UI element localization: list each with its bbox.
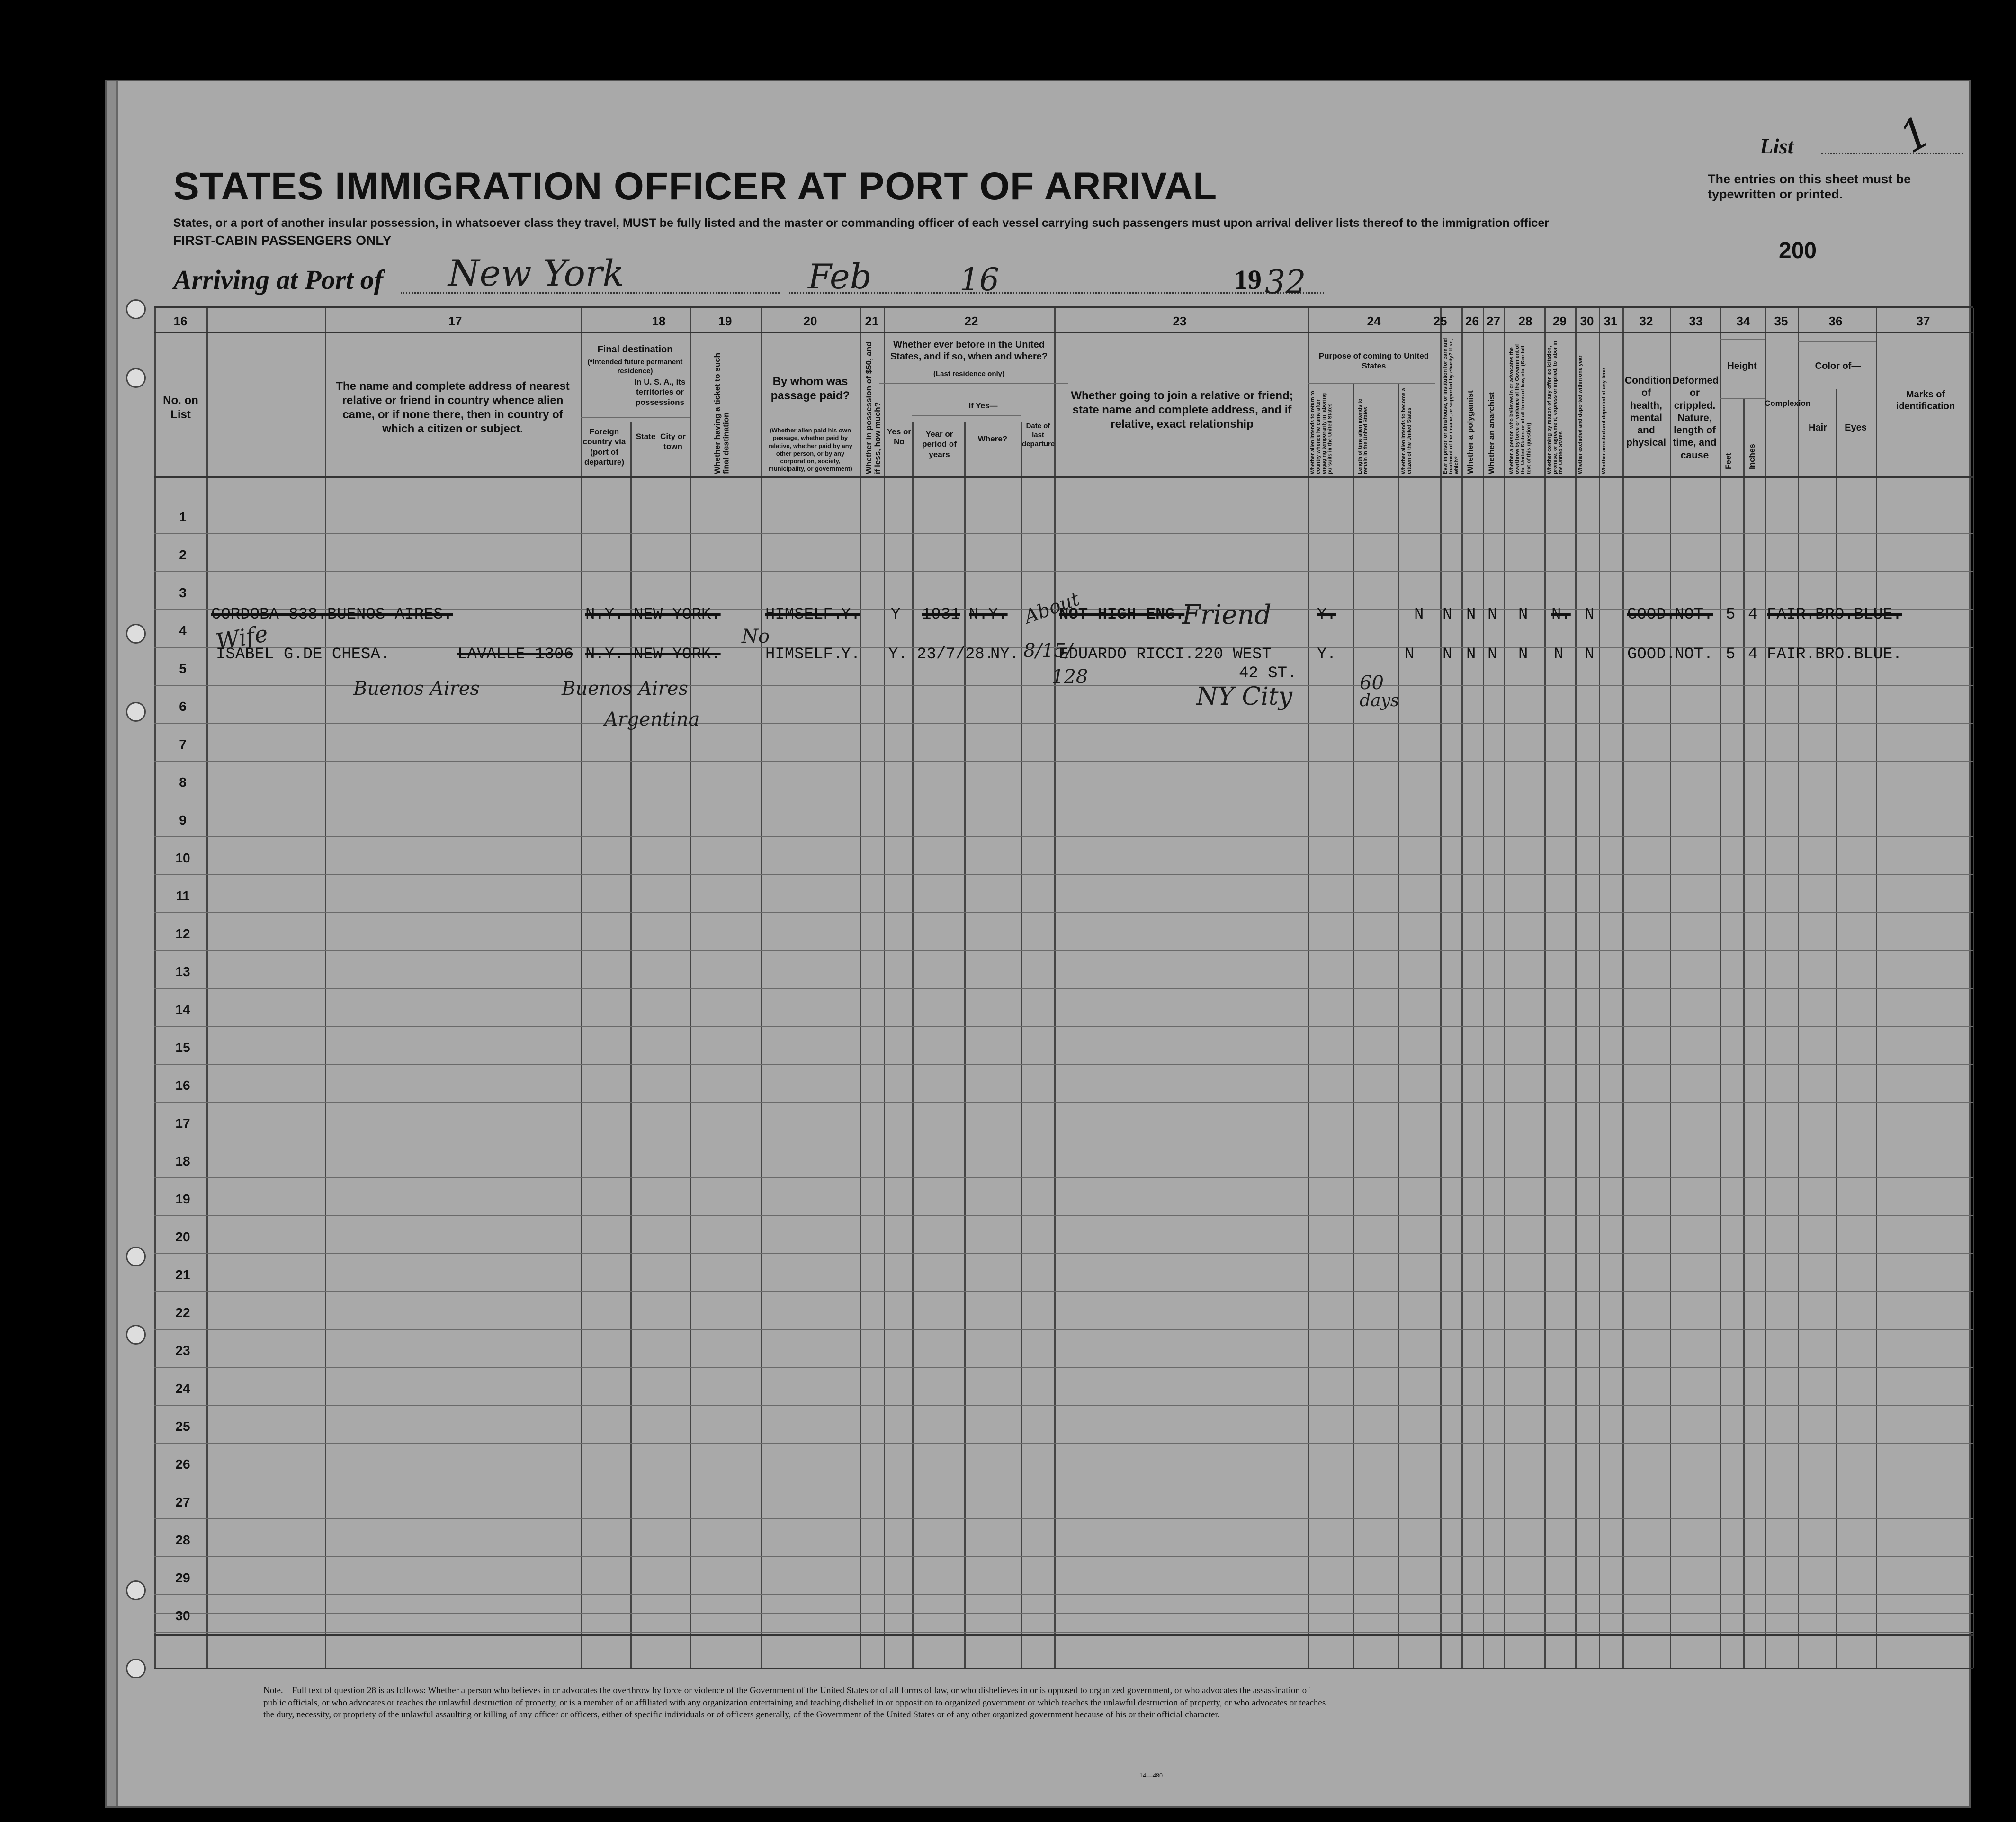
r1-destination: N.Y. NEW YORK.	[585, 606, 721, 624]
row-number: 29	[175, 1571, 190, 1585]
header-question-28: Whether a person who believes in or advocates the overthrow by force or violence of the Government of the United States or of all forms of law, etc. (See full text of this question)	[1509, 344, 1532, 474]
r1-year: 1931	[922, 606, 960, 624]
row-number: 5	[179, 661, 187, 676]
row-number: 23	[175, 1343, 190, 1358]
r2-join-handwritten: NY City	[1196, 682, 1293, 711]
row-number: 7	[179, 737, 187, 752]
day-handwritten: 16	[959, 261, 999, 298]
r1-c29: N.	[1551, 606, 1571, 624]
r2-inches: 4	[1748, 646, 1758, 664]
r2-ticket: Y.	[841, 646, 860, 664]
port-handwritten: New York	[448, 252, 625, 294]
row-number: 30	[175, 1608, 190, 1623]
col-number-17: 17	[448, 314, 462, 328]
row-line	[154, 1632, 1973, 1633]
row-number: 12	[175, 926, 190, 941]
binding-hole	[126, 1325, 146, 1345]
r2-wife-handwritten: Wife	[214, 620, 270, 656]
col-number-25: 25	[1433, 314, 1447, 328]
row-line	[154, 1405, 1973, 1406]
row-number: 21	[175, 1267, 190, 1282]
r2-appearance: FAIR.BRO.BLUE.	[1767, 646, 1902, 664]
row-number: 9	[179, 813, 187, 827]
header-nearest-relative: The name and complete address of nearest relative or friend in country whence alien came, or if none there, then in country of which a citizen or subject.	[336, 380, 570, 435]
r2-c28: N	[1518, 646, 1528, 664]
col-number-22: 22	[964, 314, 978, 328]
r2-address: ISABEL G.DE CHESA.	[216, 646, 390, 664]
col-number-33: 33	[1689, 314, 1703, 328]
binding-hole	[126, 1659, 146, 1678]
row-line	[154, 571, 1973, 572]
col-number-34: 34	[1736, 314, 1750, 328]
row-number: 4	[179, 623, 187, 638]
row-line	[154, 836, 1973, 837]
header-ever-before-sub: (Last residence only)	[933, 370, 1005, 378]
row-line	[154, 950, 1973, 951]
header-join-relative: Whether going to join a relative or friend; state name and complete address, and if relative, exact relationship	[1071, 389, 1293, 431]
row-line	[154, 912, 1973, 913]
r2-date-handwritten: 8/15/	[1023, 640, 1073, 662]
year-prefix: 19	[1234, 264, 1262, 295]
row-line	[154, 723, 1973, 724]
row-line	[154, 874, 1973, 875]
col-number-32: 32	[1639, 314, 1653, 328]
header-year-period: Year or period of years	[922, 430, 957, 459]
row-line	[154, 1594, 1973, 1595]
row-line	[154, 1556, 1973, 1557]
r2-date-handwritten-2: 128	[1052, 666, 1088, 688]
header-passage-paid-sub: (Whether alien paid his own passage, whether paid by relative, whether paid by any other person, or by any corporation, society, municipality, or government)	[768, 427, 852, 473]
col-number-27: 27	[1487, 314, 1500, 328]
r2-address-struck: LAVALLE 1306	[457, 646, 573, 664]
row-line	[154, 1253, 1973, 1254]
header-final-destination-sub: (*Intended future permanent residence)	[587, 358, 683, 375]
binding-hole	[126, 299, 146, 319]
page-title: STATES IMMIGRATION OFFICER AT PORT OF ARRIVAL	[173, 165, 1218, 208]
col-number-29: 29	[1553, 314, 1567, 328]
r2-purpose: Y.	[1317, 646, 1336, 664]
passenger-class-line: FIRST-CABIN PASSENGERS ONLY	[173, 233, 392, 248]
header-yes-no: Yes or No	[887, 427, 912, 447]
header-complexion: Complexion	[1765, 399, 1811, 408]
arriving-label: Arriving at Port of	[173, 264, 384, 295]
header-if-yes: If Yes—	[968, 401, 998, 410]
header-purpose-return: Whether alien intends to return to country whence he came after engaging temporarily in laboring pursuits in the United States	[1310, 390, 1333, 474]
r2-paid: HIMSELF.	[765, 646, 843, 664]
row-number: 28	[175, 1533, 190, 1547]
row-number: 17	[175, 1116, 190, 1131]
row-line	[154, 533, 1973, 534]
header-city: City or town	[660, 432, 686, 451]
form-number: 14—480	[1139, 1772, 1163, 1779]
row-number: 16	[175, 1078, 190, 1093]
r1-inches: 4	[1748, 606, 1758, 624]
header-ticket: Whether having a ticket to such final destination	[713, 353, 731, 474]
r2-join: EDUARDO RICCI.220 WEST	[1059, 646, 1272, 664]
binding-hole	[126, 1580, 146, 1600]
header-arrested: Whether arrested and deported at any time	[1601, 368, 1607, 474]
row-line	[154, 1215, 1973, 1216]
r1-ticket: Y.	[841, 606, 860, 624]
header-excluded: Whether excluded and deported within one year	[1577, 355, 1583, 474]
manifest-sheet	[105, 80, 1971, 1808]
header-color-of: Color of—	[1815, 361, 1861, 371]
row-line	[154, 1518, 1973, 1519]
row-number: 10	[175, 851, 190, 865]
list-number-handwritten: 1	[1891, 106, 1940, 163]
col-number-35: 35	[1774, 314, 1788, 328]
header-ever-before: Whether ever before in the United States, and if so, when and where?	[890, 340, 1048, 362]
row-number: 22	[175, 1305, 190, 1320]
col-number-23: 23	[1173, 314, 1187, 328]
header-purpose-length: Length of time alien intends to remain in the United States	[1357, 398, 1369, 474]
col-number-18: 18	[652, 314, 666, 328]
binding-hole	[126, 1247, 146, 1266]
row-number: 14	[175, 1002, 190, 1017]
binding-hole	[126, 368, 146, 388]
r1-c26: N	[1466, 606, 1476, 624]
header-inches: Inches	[1747, 444, 1756, 469]
header-labor-offer: Whether coming by reason of any offer, solicitation, promise, or agreement, express or implied, to labor in the United States	[1547, 341, 1564, 474]
r1-paid: HIMSELF.	[765, 606, 843, 624]
r1-date-handwritten: About	[1021, 588, 1083, 628]
r2-c24c: N	[1405, 646, 1415, 664]
r2-c29: N	[1554, 646, 1564, 664]
r2-c27: N	[1487, 646, 1497, 664]
row-number: 26	[175, 1457, 190, 1472]
r2-c25: N	[1443, 646, 1452, 664]
r1-c28: N	[1518, 606, 1528, 624]
r2-health: GOOD.	[1627, 646, 1676, 664]
header-anarchist: Whether an anarchist	[1487, 392, 1496, 474]
header-eyes: Eyes	[1845, 422, 1867, 433]
row-line	[154, 761, 1973, 762]
r2-c30: N	[1585, 646, 1595, 664]
col-number-31: 31	[1604, 314, 1618, 328]
r3-handwritten-c: Argentina	[604, 709, 700, 730]
row-number: 2	[179, 547, 187, 562]
row-number: 6	[179, 699, 187, 714]
row-line	[154, 1443, 1973, 1444]
header-health: Condition of health, mental and physical	[1625, 375, 1671, 449]
row-number: 25	[175, 1419, 190, 1434]
header-hair: Hair	[1809, 422, 1827, 433]
sheet-fold	[107, 81, 118, 1806]
r2-feet: 5	[1726, 646, 1736, 664]
r1-c25: N	[1443, 606, 1452, 624]
row-number: 24	[175, 1381, 190, 1396]
r1-c27: N	[1487, 606, 1497, 624]
col-number-24: 24	[1367, 314, 1381, 328]
row-line	[154, 1177, 1973, 1178]
r2-join-2: 42 ST.	[1239, 664, 1297, 682]
row-number: 20	[175, 1230, 190, 1244]
r1-appearance: FAIR.BRO.BLUE.	[1767, 606, 1902, 624]
row-line	[154, 1367, 1973, 1368]
row-number: 15	[175, 1040, 190, 1055]
r2-c26: N	[1466, 646, 1476, 664]
header-state: State	[636, 432, 656, 441]
question-28-note: Note.—Full text of question 28 is as follows: Whether a person who believes in or advocates the overthrow by force or violence of the Government of the United States or of all forms of law, or who disbelieves in or is opposed to organized government, or who advocates the assassination of public officials, or who advocates or teaches the unlawful destruction of property, or is a member of or affiliated with any organization entertaining and teaching disbelief in or opposition to organized government or which teaches the unlawful destruction of property, or who advocates or teaches the duty, necessity, or propriety of the unlawful assaulting or killing of any officer or officers, either of specific individuals or of officers generally, of the Government of the United States or of any other organized government because of his or their official character.	[263, 1686, 1326, 1720]
row-line	[154, 988, 1973, 989]
col-number-30: 30	[1580, 314, 1594, 328]
r3-handwritten-a: Buenos Aires	[353, 678, 480, 700]
row-number: 8	[179, 775, 187, 790]
row-line	[154, 1026, 1973, 1027]
col-number-19: 19	[718, 314, 732, 328]
header-subtitle: States, or a port of another insular possession, in whatsoever class they travel, MUST be fully listed and the master or commanding officer of each vessel carrying such passengers must upon arrival deliver lists thereof to the immigration officer	[173, 216, 1549, 230]
header-deformed: Deformed or crippled. Nature, length of time, and cause	[1672, 375, 1719, 461]
header-passage-paid: By whom was passage paid?	[771, 375, 850, 402]
r2-days-handwritten: 60	[1360, 672, 1384, 694]
r1-where: N.Y.	[969, 606, 1008, 624]
binding-hole	[126, 624, 146, 644]
r1-join-handwritten: Friend	[1182, 600, 1272, 630]
header-marks: Marks of identification	[1896, 389, 1955, 412]
col-number-20: 20	[803, 314, 817, 328]
row-number: 13	[175, 964, 190, 979]
list-label: List	[1760, 134, 1794, 158]
header-feet: Feet	[1724, 453, 1733, 469]
r1-money: Y	[891, 606, 901, 624]
header-fifty-dollars: Whether in possession of $50, and if less, how much?	[864, 341, 882, 474]
r3-handwritten-b: Buenos Aires	[562, 678, 688, 700]
header-no-on-list: No. on List	[163, 394, 198, 421]
col-number-26: 26	[1465, 314, 1479, 328]
row-number: 18	[175, 1154, 190, 1168]
col-number-37: 37	[1916, 314, 1930, 328]
header-polygamist: Whether a polygamist	[1466, 390, 1475, 474]
r2-money: Y.	[888, 646, 908, 664]
list-underline	[1821, 153, 1963, 154]
r2-no-handwritten: No	[742, 626, 770, 647]
row-line	[154, 1329, 1973, 1330]
row-number: 27	[175, 1495, 190, 1509]
header-purpose-citizen: Whether alien intends to become a citizen of the United States	[1401, 388, 1413, 474]
r1-c30: N	[1585, 606, 1595, 624]
form-code: 200	[1779, 238, 1817, 263]
row-number: 19	[175, 1192, 190, 1206]
header-where: Where?	[977, 434, 1008, 443]
r1-join: NOT HIGH ENG.	[1059, 606, 1185, 624]
header-height: Height	[1727, 361, 1757, 371]
manifest-table	[154, 306, 1973, 1669]
r1-health: GOOD.	[1627, 606, 1676, 624]
r2-deformed: NOT.	[1675, 646, 1713, 664]
row-number: 3	[179, 585, 187, 600]
typewritten-notice: The entries on this sheet must be typewritten or printed.	[1708, 172, 1911, 202]
header-final-destination: Final destination	[597, 344, 673, 355]
r2-destination: N.Y. NEW YORK.	[585, 646, 721, 664]
year-handwritten: 32	[1265, 264, 1306, 301]
r1-deformed: NOT.	[1675, 606, 1713, 624]
header-prison: Ever in prison or almshouse, or institution for care and treatment of the insane, or supported by charity? If so, which?	[1443, 338, 1460, 474]
r2-year: 23/7/28.	[917, 646, 995, 664]
row-line	[154, 1064, 1973, 1065]
row-line	[154, 1291, 1973, 1292]
r1-feet: 5	[1726, 606, 1736, 624]
header-in-usa: In U. S. A., its territories or possessions	[634, 377, 686, 407]
col-number-16: 16	[173, 314, 188, 328]
header-purpose: Purpose of coming to United States	[1318, 351, 1429, 371]
binding-hole	[126, 702, 146, 722]
r2-days-handwritten-2: days	[1360, 691, 1399, 710]
col-number-36: 36	[1828, 314, 1843, 328]
r1-address: CORDOBA 838.BUENOS AIRES.	[211, 606, 453, 624]
col-number-21: 21	[865, 314, 879, 328]
r2-where: NY.	[990, 646, 1020, 664]
r1-purpose: Y.	[1317, 606, 1336, 624]
r1-c24c: N	[1414, 606, 1424, 624]
row-number: 1	[179, 510, 187, 524]
header-date-departure: Date of last departure	[1022, 422, 1055, 448]
col-number-28: 28	[1518, 314, 1532, 328]
row-line	[154, 1102, 1973, 1103]
month-handwritten: Feb	[808, 257, 872, 296]
row-number: 11	[176, 889, 190, 903]
header-foreign-country: Foreign country via (port of departure)	[582, 427, 626, 467]
